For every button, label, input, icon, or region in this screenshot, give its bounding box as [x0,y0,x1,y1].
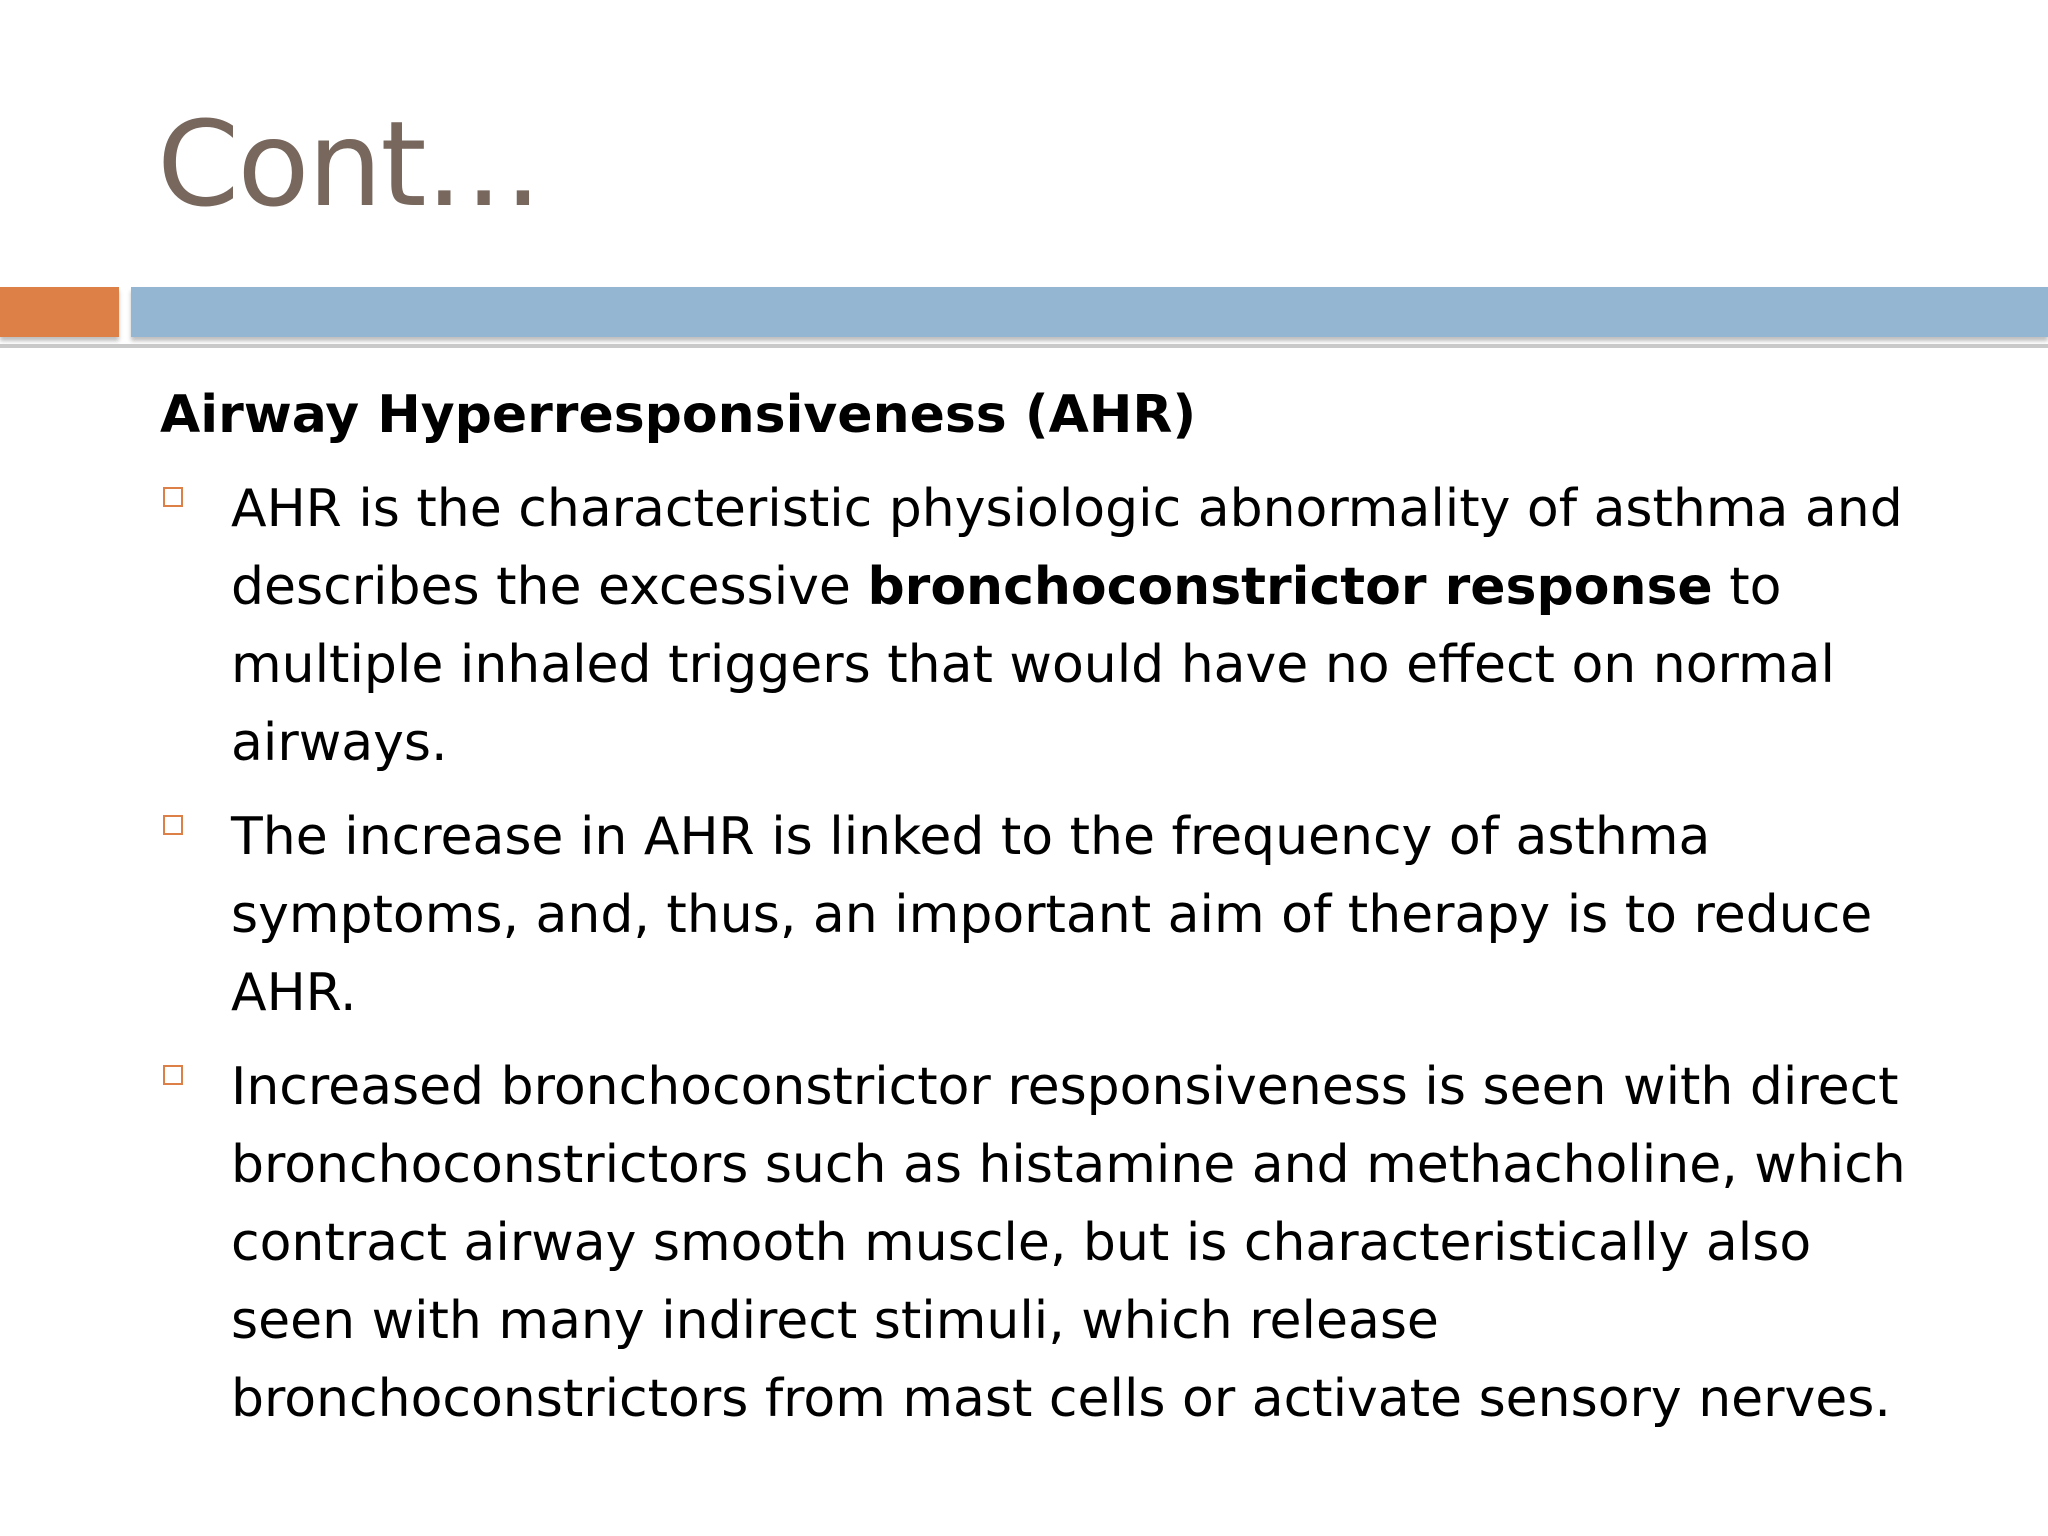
divider-line [0,344,2048,348]
bullet-item [160,470,1920,782]
bullet-item [160,1048,1920,1438]
blue-accent-bar [131,287,2048,337]
bullet-text: Increased bronchoconstrictor responsiveness is seen with direct bronchoconstrictors such as histamine and methacholine, which contract airway smooth muscle, but is characteristically also seen with many indirect stimuli, which release bronchoconstrictors from mast cells or activate sensory nerves. [231,1057,1906,1429]
bullet-text: The increase in AHR is linked to the frequency of asthma symptoms, and, thus, an important aim of therapy is to reduce AHR. [231,807,1873,1023]
bullet-text-segment: to multiple inhaled triggers that would have no effect on normal airways. [231,557,1835,773]
section-heading: Airway Hyperresponsiveness (AHR) [160,385,1197,445]
bullet-text [231,479,1903,773]
square-bullet-icon [163,487,183,507]
orange-accent-bar [0,287,119,337]
square-bullet-icon [163,815,183,835]
bullet-text-segment: AHR is the characteristic physiologic abnormality of asthma and describes the excessive [231,479,1903,617]
bullet-text-bold: bronchoconstrictor response [867,557,1713,617]
bullet-list [160,470,1920,1454]
bullet-item [160,798,1920,1032]
slide-title: Cont… [157,95,541,233]
square-bullet-icon [163,1065,183,1085]
